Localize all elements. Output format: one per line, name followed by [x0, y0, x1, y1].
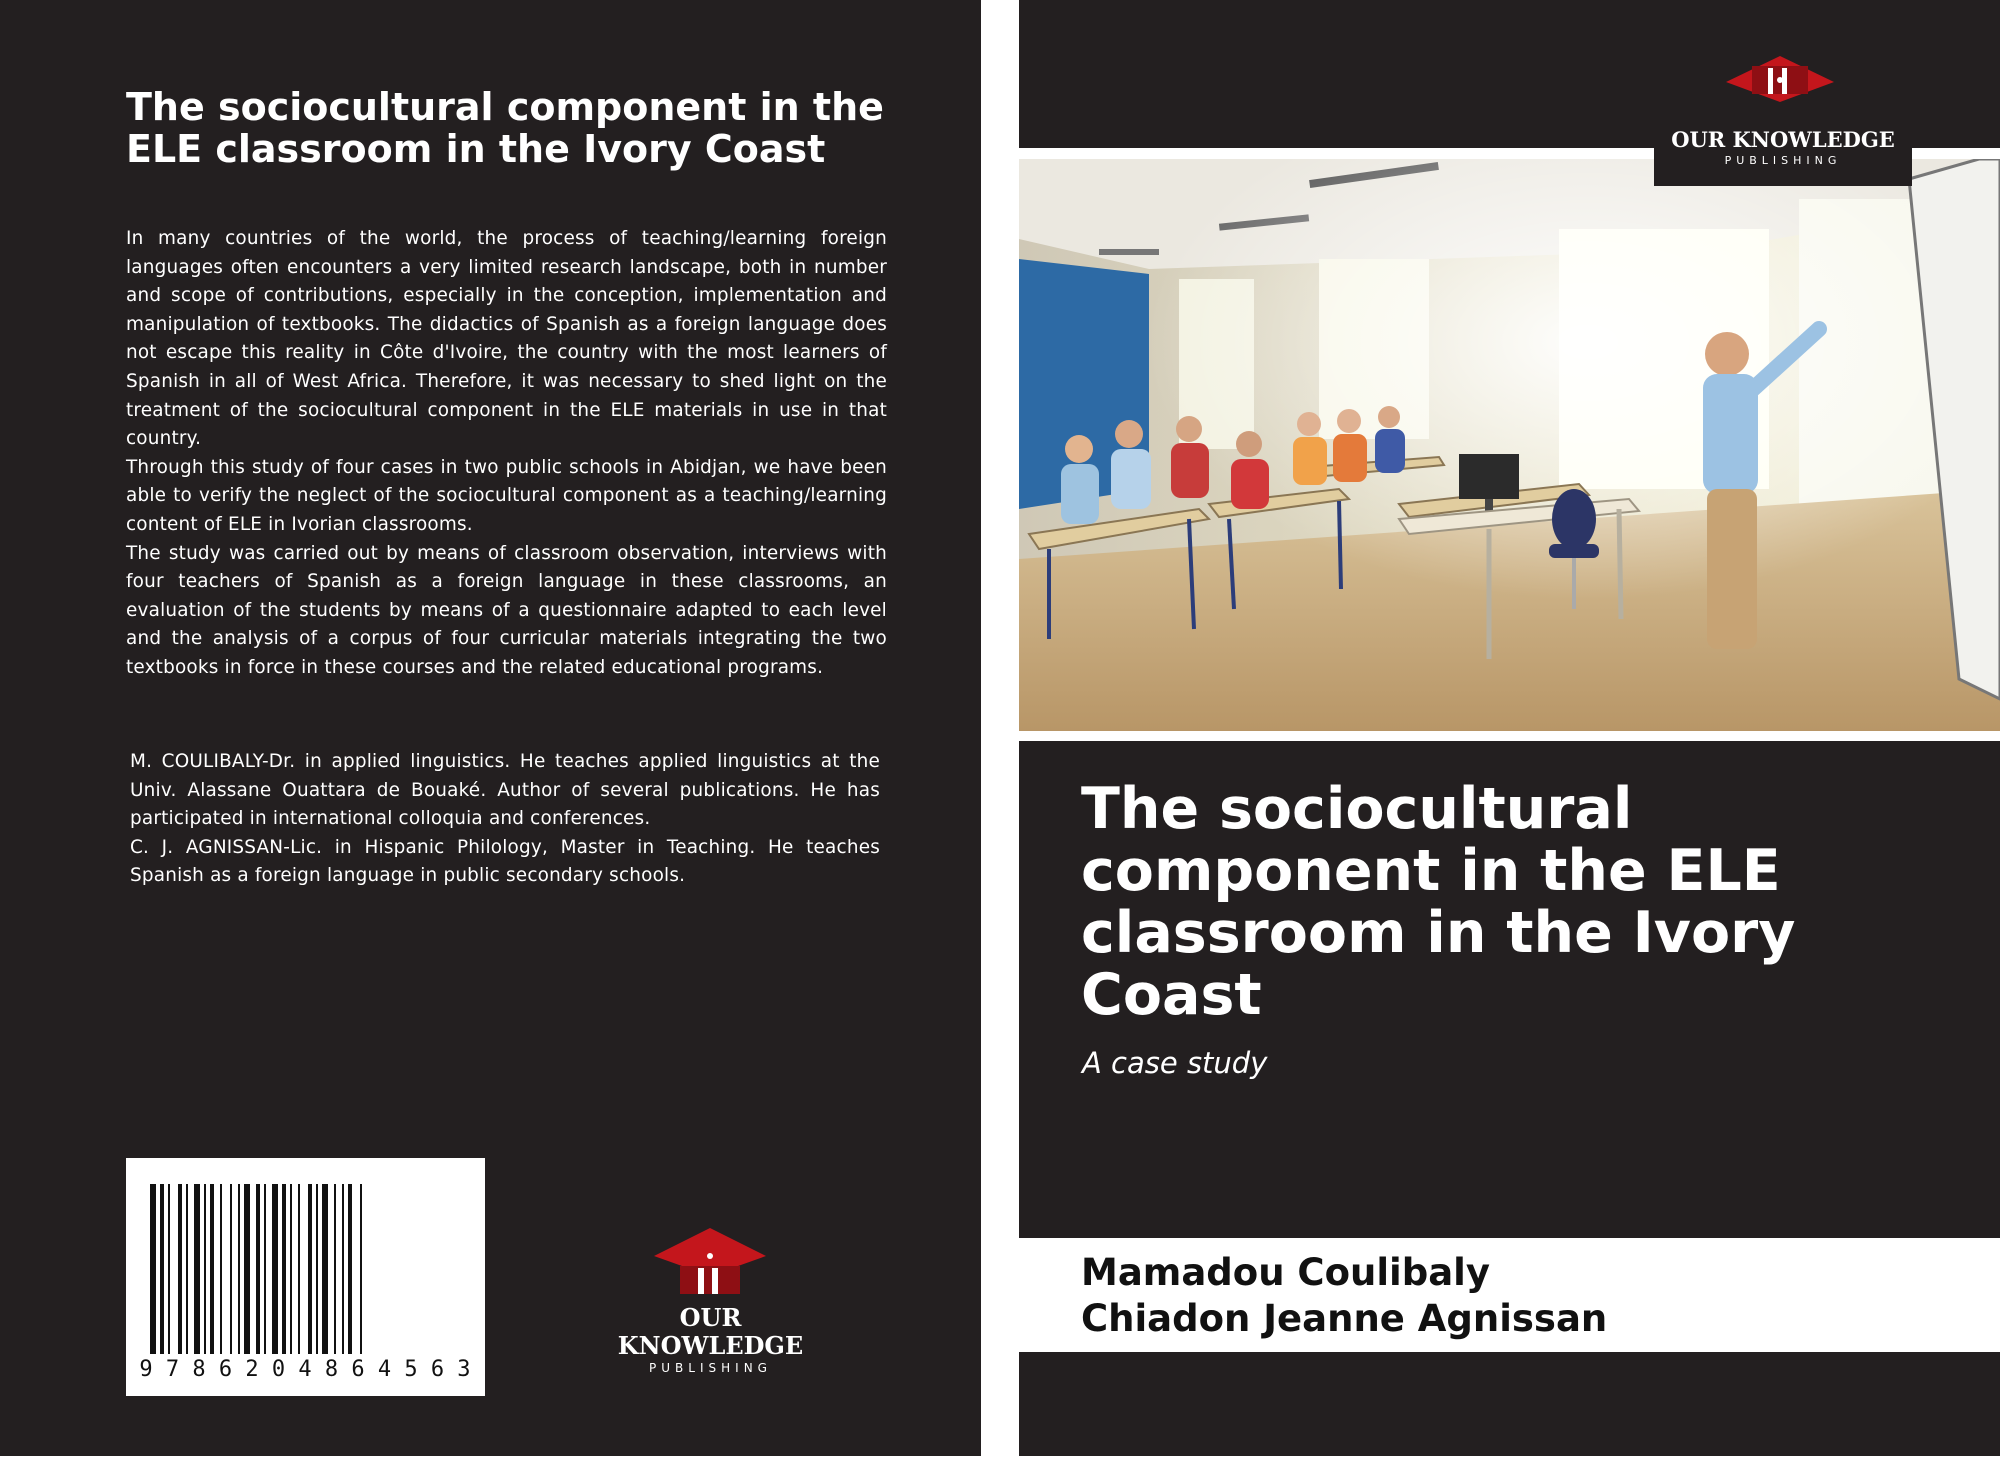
back-publisher-logo: [588, 1226, 833, 1375]
barcode-bar: [264, 1184, 266, 1354]
author-bio-1: M. COULIBALY-Dr. in applied linguistics. He teaches applied linguistics at the Univ. Alassane Ouattara de Bouaké. Author of several publications. He has participated in international colloquia and conferences.: [130, 751, 880, 830]
author-bio-2: C. J. AGNISSAN-Lic. in Hispanic Philology, Master in Teaching. He teaches Spanish as a foreign language in public secondary schools.: [130, 836, 880, 887]
barcode-bar: [348, 1184, 352, 1354]
barcode-bars: [126, 1158, 485, 1396]
publisher-sub: PUBLISHING: [649, 1361, 772, 1375]
barcode-bar: [298, 1184, 300, 1354]
barcode-bar: [360, 1184, 362, 1354]
author-name-1: Mamadou Coulibaly: [1081, 1251, 1490, 1294]
classroom-photo: [1019, 159, 2000, 731]
publisher-name: OUR KNOWLEDGE: [1671, 127, 1895, 152]
barcode-bar: [256, 1184, 260, 1354]
graduation-cap-icon: [588, 1226, 833, 1296]
back-cover-title: The sociocultural component in the ELE classroom in the Ivory Coast: [126, 85, 884, 171]
barcode-bar: [160, 1184, 164, 1354]
barcode-bar: [238, 1184, 240, 1354]
spine-gap: [981, 0, 1019, 1458]
barcode-bar: [342, 1184, 344, 1354]
barcode-bar: [272, 1184, 278, 1354]
barcode-bar: [204, 1184, 206, 1354]
barcode-bar: [282, 1184, 286, 1354]
barcode-bar: [168, 1184, 170, 1354]
author-name-2: Chiadon Jeanne Agnissan: [1081, 1297, 1608, 1340]
barcode-bar: [178, 1184, 182, 1354]
author-bios: [130, 748, 880, 891]
barcode-bar: [322, 1184, 328, 1354]
barcode-bar: [244, 1184, 250, 1354]
authors-list: [1081, 1250, 1607, 1342]
front-cover-subtitle: A case study: [1082, 1046, 1268, 1080]
front-cover-title: The sociocultural component in the ELE classroom in the Ivory Coast: [1081, 776, 1796, 1028]
barcode-bar: [290, 1184, 292, 1354]
blurb-paragraph-1: In many countries of the world, the process of teaching/learning foreign languages often encounters a very limited research landscape, both in number and scope of contributions, especially in the conception, implementation and manipulation of textbooks. The didactics of Spanish as a foreign language does not escape this reality in Côte d'Ivoire, the country with the most learners of Spanish in all of West Africa. Therefore, it was necessary to shed light on the treatment of the sociocultural component in the ELE materials in use in that country.: [126, 228, 887, 450]
barcode-digits: 9 7 8 6 2 0 4 8 6 4 5 6 3: [139, 1357, 471, 1382]
isbn-barcode: [126, 1158, 485, 1396]
blurb-paragraph-3: The study was carried out by means of classroom observation, interviews with four teachers of Spanish as a foreign language in these classrooms, an evaluation of the students by means of a questionnaire adapted to each level and the analysis of a corpus of four curricular materials integrating the two textbooks in force in these courses and the related educational programs.: [126, 542, 887, 678]
barcode-bar: [220, 1184, 222, 1354]
barcode-bar: [308, 1184, 312, 1354]
back-cover-blurb: [126, 225, 887, 683]
barcode-bar: [150, 1184, 156, 1354]
barcode-bar: [194, 1184, 200, 1354]
barcode-bar: [316, 1184, 318, 1354]
front-publisher-logo: [1654, 0, 1912, 186]
publisher-sub: PUBLISHING: [1724, 154, 1842, 167]
barcode-bar: [230, 1184, 232, 1354]
barcode-bar: [334, 1184, 336, 1354]
graduation-cap-icon: [1654, 0, 1912, 120]
publisher-name: OUR KNOWLEDGE: [617, 1303, 804, 1360]
front-bottom-band: [1019, 1352, 2000, 1458]
blurb-paragraph-2: Through this study of four cases in two public schools in Abidjan, we have been able to verify the neglect of the sociocultural component as a teaching/learning content of ELE in Ivorian classrooms.: [126, 456, 887, 535]
barcode-bar: [210, 1184, 214, 1354]
barcode-bar: [186, 1184, 188, 1354]
